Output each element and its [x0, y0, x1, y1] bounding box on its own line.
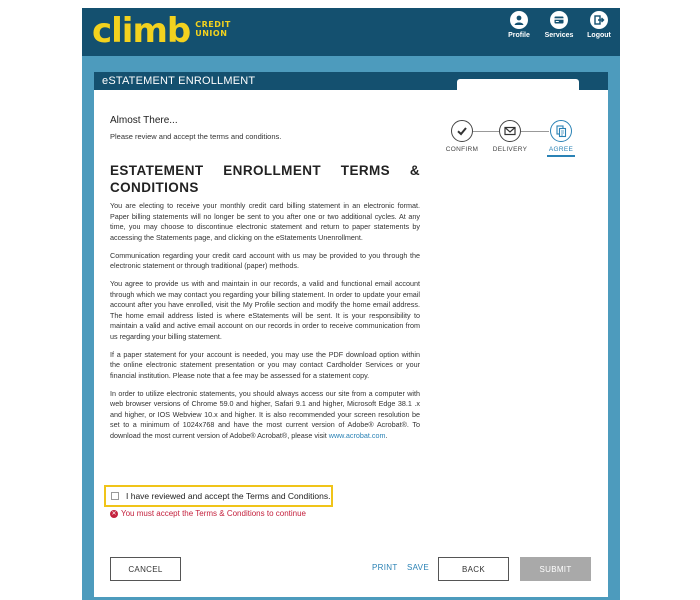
terms-paragraph: You are electing to receive your monthly credit card billing statement in an electronic format. Paper billing statements will no longer be sent to you after one or two additional cycles. At any time, you may choose to discontinue electronic statement and return to paper statements by accessing the Statements page, and clicking on the eStatements Unenrollment. — [110, 201, 420, 242]
progress-stepper — [443, 120, 583, 160]
accept-terms-row[interactable] — [104, 485, 333, 507]
save-link[interactable]: SAVE — [407, 563, 429, 572]
logo-subtitle — [195, 20, 231, 38]
print-link[interactable]: PRINT — [372, 563, 398, 572]
logo-subtitle-line1: CREDIT — [195, 20, 231, 29]
nav-services[interactable] — [544, 11, 574, 39]
app-header — [82, 8, 620, 56]
nav-profile-label: Profile — [508, 32, 530, 39]
terms-paragraph-end: . — [385, 430, 388, 440]
enrollment-card — [94, 72, 608, 597]
check-icon — [451, 120, 473, 142]
step-agree — [539, 120, 583, 157]
climb-logo[interactable] — [92, 11, 231, 51]
top-nav — [504, 11, 614, 39]
step-delivery — [488, 120, 532, 153]
terms-paragraph: If a paper statement for your account is needed, you may use the PDF download option within the online electronic statement presentation or you may contact Cardholder Services or your financial institution. Please note that a fee may be assessed for a statement copy. — [110, 349, 420, 380]
services-icon — [550, 11, 568, 29]
terms-paragraph: Communication regarding your credit card account with us may be provided to you through the electronic statement or through traditional (paper) methods. — [110, 250, 420, 270]
step-delivery-label: DELIVERY — [492, 146, 528, 153]
terms-title-line2: CONDITIONS — [110, 180, 199, 195]
logo-subtitle-line2: UNION — [195, 29, 228, 38]
accept-error-text: You must accept the Terms & Conditions to continue — [121, 509, 306, 518]
terms-paragraph-text: In order to utilize electronic statements, you should always access our site from a computer with web browser versions of Chrome 59.0 and higher, Safari 9.1 and higher, Microsoft Edge 38.1 .x and higher, or IOS Webview 10.x and higher. It is also recommended your screen resolution be set to a minimum of 1024x768 and have the most current version of Adobe® Acrobat®. To download the most current version of Adobe® Acrobat®, please visit — [110, 388, 420, 440]
profile-icon — [510, 11, 528, 29]
error-icon: ✕ — [111, 510, 117, 517]
cancel-button[interactable]: CANCEL — [110, 557, 181, 581]
page-title: eSTATEMENT ENROLLMENT — [94, 72, 608, 90]
nav-logout[interactable] — [584, 11, 614, 39]
terms-paragraph: You agree to provide us with and maintain in our records, a valid and functional email account through which we may contact you regarding your billing statement. In order to update your email account after you have enrolled, visit the My Profile section and modify the home email address. The home email address listed is where eStatements will be sent. It is your responsibility to maintain a valid and active email account on our records in order to receive communication from us regarding your billing statement. — [110, 279, 420, 341]
title-tab — [457, 79, 579, 90]
documents-icon — [550, 120, 572, 142]
back-button[interactable]: BACK — [438, 557, 509, 581]
terms-text — [110, 201, 420, 449]
terms-paragraph — [110, 389, 420, 442]
logout-icon — [590, 11, 608, 29]
terms-title: ESTATEMENT ENROLLMENT TERMS & — [110, 163, 420, 178]
logo-wordmark: climb — [92, 11, 191, 51]
submit-button[interactable]: SUBMIT — [520, 557, 591, 581]
step-agree-label: AGREE — [548, 146, 574, 153]
step-confirm-label: CONFIRM — [445, 146, 479, 153]
acrobat-link[interactable]: www.acrobat.com — [328, 430, 386, 440]
step-confirm — [440, 120, 484, 153]
almost-there-heading: Almost There... — [110, 115, 178, 126]
app-frame — [82, 8, 620, 600]
accept-terms-label[interactable]: I have reviewed and accept the Terms and Conditions. — [126, 491, 331, 501]
nav-profile[interactable] — [504, 11, 534, 39]
nav-logout-label: Logout — [587, 32, 611, 39]
accept-error — [110, 509, 306, 518]
accept-terms-checkbox[interactable] — [111, 492, 119, 500]
nav-services-label: Services — [544, 32, 574, 39]
active-step-indicator — [547, 155, 575, 157]
envelope-icon — [499, 120, 521, 142]
review-instructions: Please review and accept the terms and conditions. — [110, 132, 282, 141]
